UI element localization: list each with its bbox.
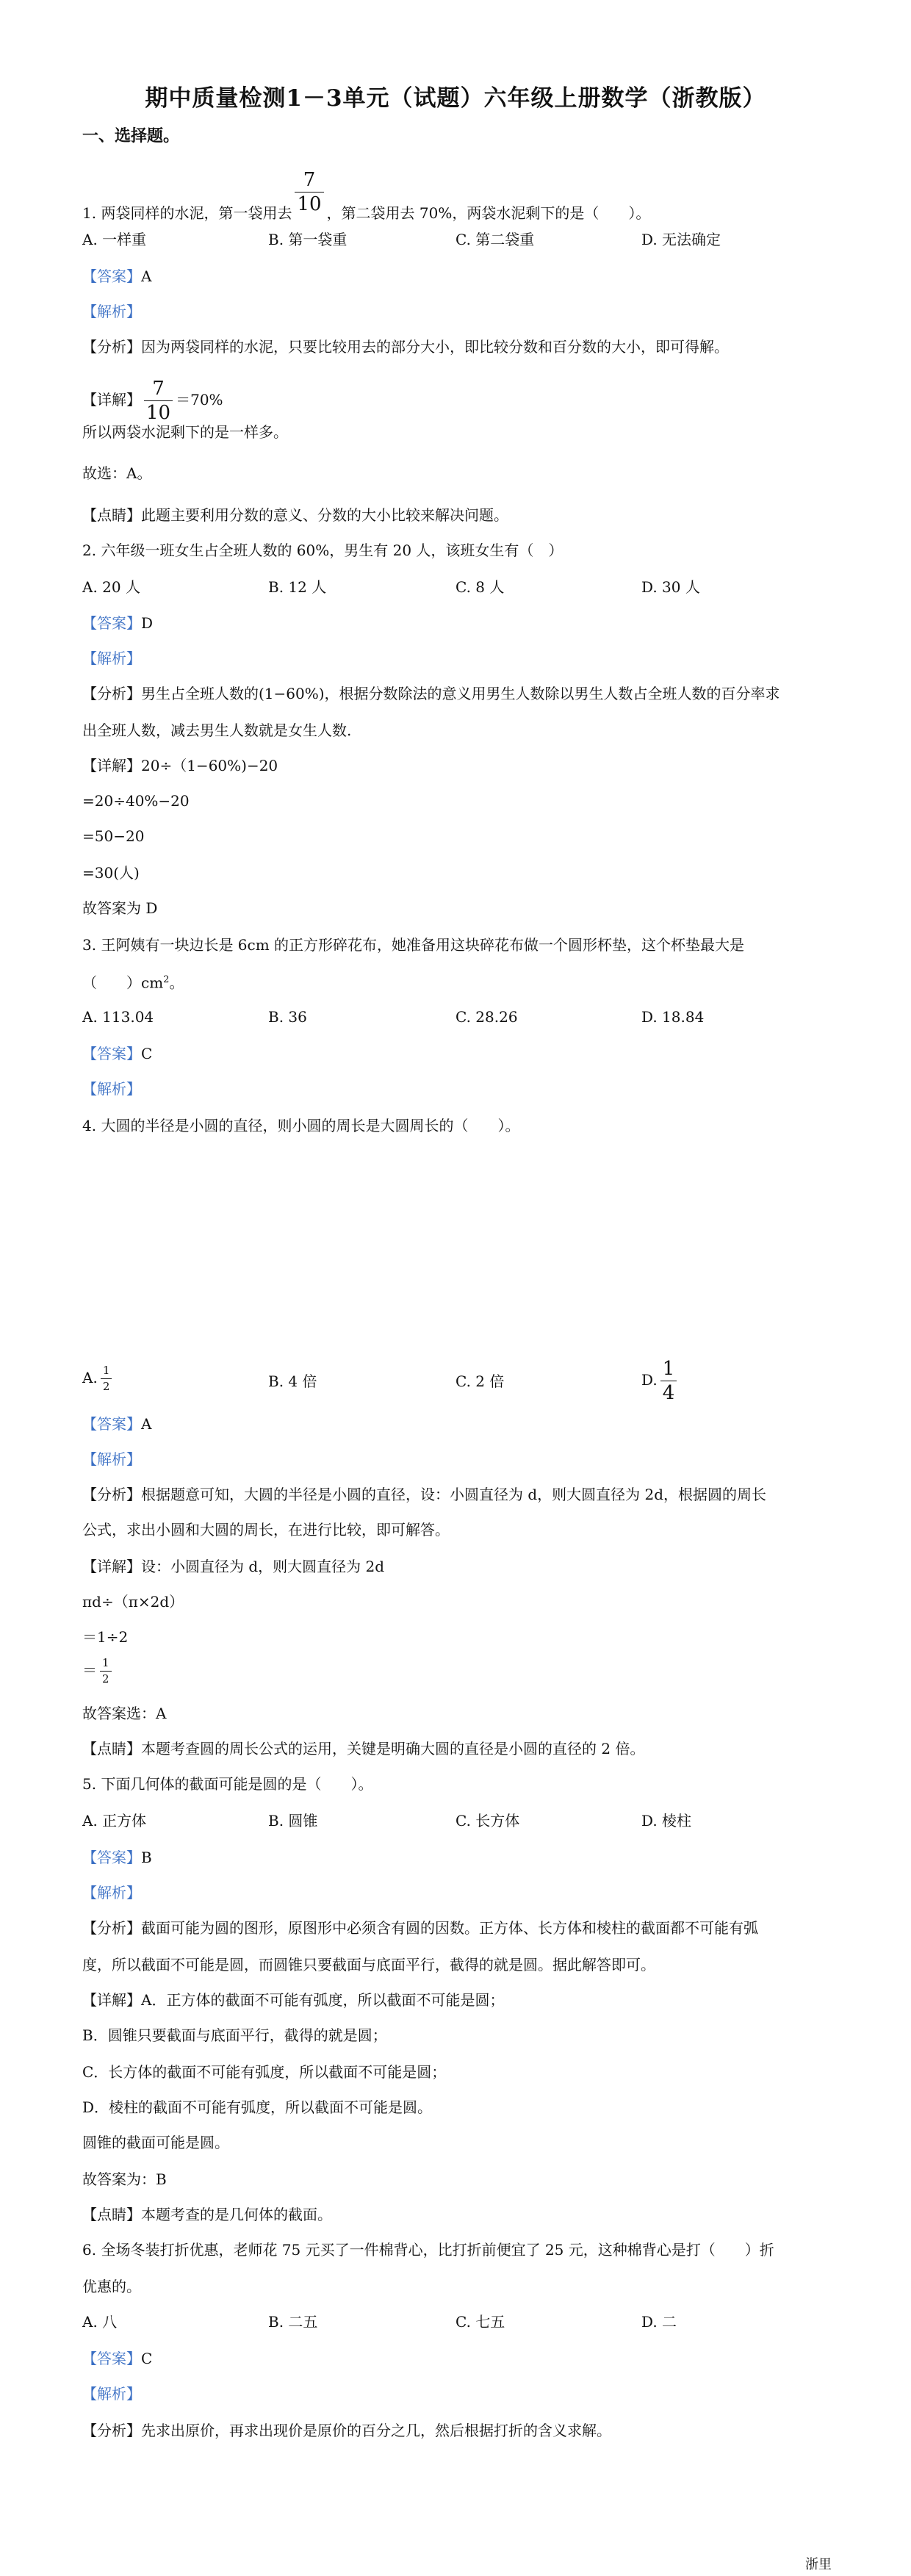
q4-option-b: B. 4 倍 bbox=[268, 1372, 317, 1390]
page-title: 期中质量检测1－3单元（试题）六年级上册数学（浙教版） bbox=[145, 85, 766, 112]
q4-step-fraction: $\frac{1}{2}$ bbox=[100, 1658, 112, 1685]
q6-option-b: B. 二五 bbox=[268, 2313, 318, 2331]
q4-step: πd÷（π×2d） bbox=[82, 1593, 184, 1611]
q1-dianjing: 【点睛】此题主要利用分数的意义、分数的大小比较来解决问题。 bbox=[82, 506, 508, 524]
q1-fraction: $\frac{7}{10}$ bbox=[295, 170, 323, 214]
q5-line: C．长方体的截面不可能有弧度，所以截面不可能是圆； bbox=[82, 2063, 447, 2081]
q6-answer: 【答案】C bbox=[82, 2350, 153, 2367]
q1-option-b: B. 第一袋重 bbox=[268, 231, 348, 248]
q5-analysis-tag: 【解析】 bbox=[82, 1884, 141, 1902]
q4-analysis-tag: 【解析】 bbox=[82, 1450, 141, 1468]
q2-answer: 【答案】D bbox=[82, 614, 154, 632]
q2-step: =50−20 bbox=[82, 827, 145, 845]
q4-option-d-fraction: $\frac{1}{4}$ bbox=[660, 1359, 677, 1403]
q2-option-b: B. 12 人 bbox=[268, 578, 327, 596]
q4-step: ＝ $\frac{1}{2}$ bbox=[82, 1658, 115, 1685]
q2-option-d: D. 30 人 bbox=[641, 578, 700, 596]
q2-step: =30(人) bbox=[82, 864, 140, 882]
q1-stem: 1. 两袋同样的水泥，第一袋用去 $\frac{7}{10}$ ，第二袋用去 70%，两袋水泥剩下的是（ ）。 bbox=[82, 169, 651, 222]
q3-answer: 【答案】C bbox=[82, 1045, 153, 1062]
q5-option-d: D. 棱柱 bbox=[641, 1812, 692, 1830]
q2-fenxi-line2: 出全班人数，减去男生人数就是女生人数. bbox=[82, 722, 352, 739]
q6-option-d: D. 二 bbox=[641, 2313, 677, 2331]
q1-option-d: D. 无法确定 bbox=[641, 231, 721, 248]
q3-stem-line2: （ ）$cm^2$。 bbox=[82, 974, 184, 992]
q4-xiangjie: 【详解】设：小圆直径为 d，则大圆直径为 2d bbox=[82, 1558, 385, 1575]
q3-analysis-tag: 【解析】 bbox=[82, 1080, 141, 1098]
q3-stem-line1: 3. 王阿姨有一块边长是 6cm 的正方形碎花布，她准备用这块碎花布做一个圆形杯垫，这个杯垫最大是 bbox=[82, 936, 745, 954]
q5-xiangjie: 【详解】A．正方体的截面不可能有弧度，所以截面不可能是圆； bbox=[82, 1991, 505, 2009]
q1-xiangjie: 【详解】 $\frac{7}{10}$ ＝70% bbox=[82, 378, 223, 424]
q1-xiangjie-fraction: $\frac{7}{10}$ bbox=[144, 379, 173, 422]
q6-option-a: A. 八 bbox=[82, 2313, 118, 2331]
q6-analysis-tag: 【解析】 bbox=[82, 2385, 141, 2403]
q5-line: 圆锥的截面可能是圆。 bbox=[82, 2134, 229, 2151]
q2-fenxi-line1: 【分析】男生占全班人数的(1−60%)，根据分数除法的意义用男生人数除以男生人数占全班人数的百分率求 bbox=[82, 685, 780, 702]
q5-stem: 5. 下面几何体的截面可能是圆的是（ ）。 bbox=[82, 1775, 373, 1793]
q4-option-c: C. 2 倍 bbox=[455, 1372, 505, 1390]
q4-dianjing: 【点睛】本题考查圆的周长公式的运用，关键是明确大圆的直径是小圆的直径的 2 倍。 bbox=[82, 1740, 645, 1757]
q4-fenxi-line2: 公式，求出小圆和大圆的周长，在进行比较，即可解答。 bbox=[82, 1521, 450, 1539]
q2-analysis-tag: 【解析】 bbox=[82, 650, 141, 667]
q5-fenxi-line1: 【分析】截面可能为圆的图形，原图形中必须含有圆的因数。正方体、长方体和棱柱的截面都不可能有弧 bbox=[82, 1919, 758, 1937]
q2-step: =20÷40%−20 bbox=[82, 792, 190, 810]
q1-line2: 故选：A。 bbox=[82, 464, 152, 482]
q5-option-b: B. 圆锥 bbox=[268, 1812, 318, 1830]
q4-step: ＝1÷2 bbox=[82, 1628, 129, 1646]
q2-conclusion: 故答案为 D bbox=[82, 899, 158, 917]
q2-stem: 2. 六年级一班女生占全班人数的 60%，男生有 20 人，该班女生有（ ） bbox=[82, 542, 563, 559]
q5-option-c: C. 长方体 bbox=[455, 1812, 520, 1830]
q5-answer: 【答案】B bbox=[82, 1849, 152, 1866]
q5-conclusion: 故答案为：B bbox=[82, 2170, 167, 2188]
q6-fenxi: 【分析】先求出原价，再求出现价是原价的百分之几，然后根据打折的含义求解。 bbox=[82, 2422, 611, 2439]
q1-answer: 【答案】A bbox=[82, 267, 152, 285]
q2-option-c: C. 8 人 bbox=[455, 578, 505, 596]
q6-stem-line2: 优惠的。 bbox=[82, 2278, 141, 2295]
q4-stem: 4. 大圆的半径是小圆的直径，则小圆的周长是大圆周长的（ ）。 bbox=[82, 1117, 520, 1134]
q4-option-d: D. $\frac{1}{4}$ bbox=[641, 1359, 680, 1403]
q1-option-a: A. 一样重 bbox=[82, 231, 147, 248]
q2-option-a: A. 20 人 bbox=[82, 578, 140, 596]
q2-xiangjie: 【详解】20÷（1−60%)−20 bbox=[82, 757, 278, 774]
q6-option-c: C. 七五 bbox=[455, 2313, 505, 2331]
q1-line1: 所以两袋水泥剩下的是一样多。 bbox=[82, 423, 288, 441]
q4-conclusion: 故答案选：A bbox=[82, 1705, 167, 1722]
q5-line: D．棱柱的截面不可能有弧度，所以截面不可能是圆。 bbox=[82, 2098, 433, 2116]
q3-option-c: C. 28.26 bbox=[455, 1008, 518, 1026]
q3-option-a: A. 113.04 bbox=[82, 1008, 154, 1026]
q4-fenxi-line1: 【分析】根据题意可知，大圆的半径是小圆的直径，设：小圆直径为 d，则大圆直径为 2d，根据圆的周长 bbox=[82, 1486, 767, 1503]
q1-fenxi: 【分析】因为两袋同样的水泥，只要比较用去的部分大小，即比较分数和百分数的大小，即可得解。 bbox=[82, 338, 729, 356]
q5-fenxi-line2: 度，所以截面不可能是圆，而圆锥只要截面与底面平行，截得的就是圆。据此解答即可。 bbox=[82, 1956, 655, 1974]
q5-dianjing: 【点睛】本题考查的是几何体的截面。 bbox=[82, 2206, 332, 2223]
q1-option-c: C. 第二袋重 bbox=[455, 231, 535, 248]
q3-option-d: D. 18.84 bbox=[641, 1008, 705, 1026]
q4-option-a-fraction: $\frac{1}{2}$ bbox=[101, 1365, 112, 1392]
page-footer: 浙里 bbox=[805, 2557, 832, 2572]
q1-analysis-tag: 【解析】 bbox=[82, 303, 141, 320]
q4-answer: 【答案】A bbox=[82, 1415, 152, 1433]
q3-option-b: B. 36 bbox=[268, 1008, 307, 1026]
section-heading: 一、选择题。 bbox=[82, 126, 180, 145]
q4-option-a: A. $\frac{1}{2}$ bbox=[82, 1365, 115, 1392]
q5-option-a: A. 正方体 bbox=[82, 1812, 147, 1830]
q5-line: B．圆锥只要截面与底面平行，截得的就是圆； bbox=[82, 2026, 387, 2044]
q6-stem-line1: 6. 全场冬装打折优惠，老师花 75 元买了一件棉背心，比打折前便宜了 25 元，这种棉背心是打（ ）折 bbox=[82, 2241, 774, 2259]
